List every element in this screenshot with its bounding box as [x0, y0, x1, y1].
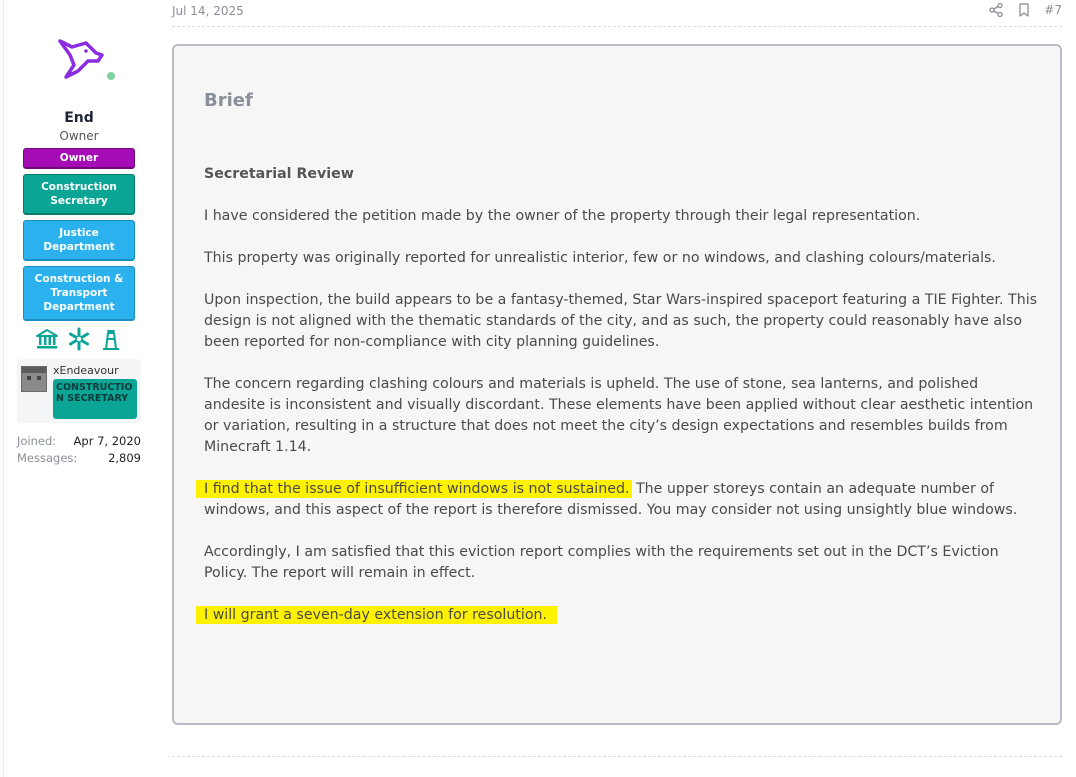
lighthouse-icon [99, 327, 123, 351]
card-title: Brief [204, 90, 253, 111]
highlight-windows: I find that the issue of insufficient windows is not sustained. [196, 480, 632, 498]
stat-joined [17, 433, 141, 450]
paragraph-7 [204, 605, 1040, 626]
quote-card [172, 44, 1062, 725]
stat-joined-value: Apr 7, 2020 [73, 434, 141, 448]
highlight-extension: I will grant a seven-day extension for resolution. [196, 606, 557, 624]
user-banner-construction-secretary: Construction Secretary [23, 174, 135, 215]
card-body [204, 164, 1040, 647]
stat-joined-label: Joined: [17, 434, 57, 448]
paragraph-2: This property was originally reported for unrealistic interior, few or no windows, and clashing colours/materials. [204, 250, 996, 266]
paragraph-4: The concern regarding clashing colours and materials is upheld. The use of stone, sea lanterns, and polished andesite is inconsistent and visually discordant. These elements have been applied without clear aesthetic intention or variation, resulting in a structure that does not meet the city’s design expectations and resembles builds from Minecraft 1.14. [204, 376, 1034, 455]
section-heading: Secretarial Review [204, 166, 354, 182]
dog-head-logo-icon [52, 31, 106, 89]
user-sidebar [14, 20, 144, 467]
bookmark-icon[interactable] [1016, 2, 1032, 18]
paragraph-5 [204, 479, 1040, 521]
avatar[interactable] [29, 20, 129, 100]
user-banner-justice-department: Justice Department [23, 220, 135, 261]
user-stats [17, 433, 141, 467]
stat-messages-value: 2,809 [108, 451, 141, 465]
user-banner-owner: Owner [23, 148, 135, 169]
paragraph-5-rest: The upper storeys contain an adequate number of windows, and this aspect of the report is therefore dismissed. You may consider not using unsightly blue windows. [204, 481, 1018, 518]
alt-account-avatar[interactable] [21, 366, 47, 392]
alt-account-name[interactable]: xEndeavour [53, 364, 119, 377]
username[interactable]: End [64, 110, 94, 126]
bank-icon [35, 327, 59, 351]
footer-divider [172, 756, 1062, 757]
header-divider [172, 26, 1062, 27]
department-icons [35, 327, 123, 351]
paragraph-1: I have considered the petition made by the owner of the property through their legal representation. [204, 208, 921, 224]
medical-icon [67, 327, 91, 351]
alt-account-badge: CONSTRUCTION SECRETARY [53, 379, 137, 419]
alt-account-card[interactable] [17, 359, 141, 423]
post-date[interactable]: Jul 14, 2025 [172, 4, 244, 18]
share-icon[interactable] [988, 2, 1004, 18]
post-number[interactable]: #7 [1044, 3, 1062, 17]
user-banner-construction-transport-department: Construction & Transport Department [23, 266, 135, 321]
rail-divider [3, 0, 4, 777]
stat-messages [17, 450, 141, 467]
paragraph-6: Accordingly, I am satisfied that this eviction report complies with the requirements set out in the DCT’s Eviction Policy. The report will remain in effect. [204, 544, 999, 581]
user-title: Owner [59, 129, 99, 143]
stat-messages-label: Messages: [17, 451, 78, 465]
post-actions [988, 2, 1062, 18]
online-status-dot [107, 72, 115, 80]
paragraph-3: Upon inspection, the build appears to be a fantasy-themed, Star Wars-inspired spaceport featuring a TIE Fighter. This design is not aligned with the thematic standards of the city, and as such, the property could reasonably have also been reported for non-compliance with city planning guidelines. [204, 292, 1038, 350]
